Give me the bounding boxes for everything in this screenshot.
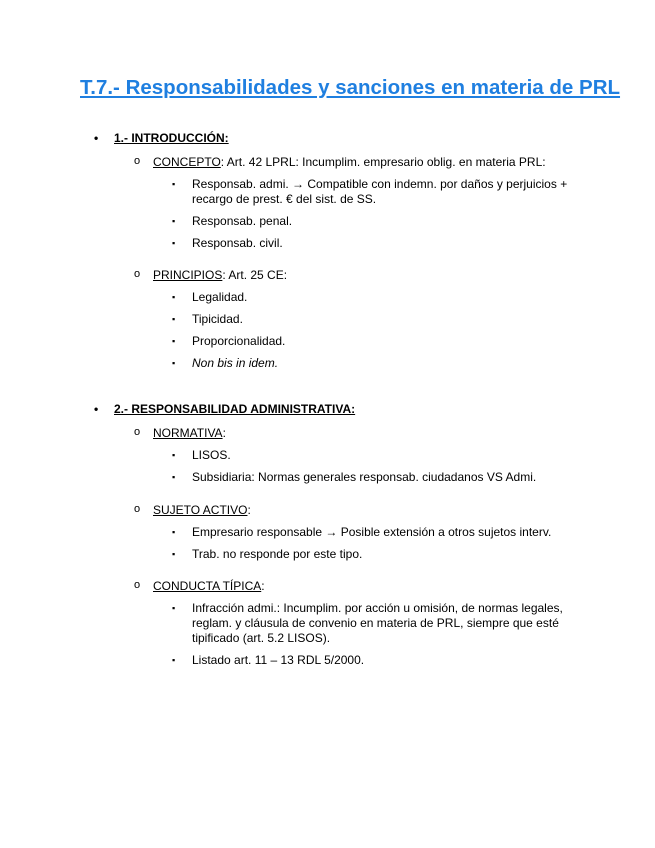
bullet-square-icon: ▪ <box>172 292 176 302</box>
document-title: T.7.- Responsabilidades y sanciones en materia de PRL <box>80 76 621 99</box>
bullet-square-icon: ▪ <box>172 179 176 189</box>
bullet-circle-icon: o <box>134 268 141 280</box>
bullet-square-icon: ▪ <box>172 450 176 460</box>
list-item-text: LISOS. <box>192 448 231 462</box>
bullet-square-icon: ▪ <box>172 549 176 559</box>
list-item-text: Non bis in idem. <box>192 356 279 370</box>
bullet-circle-icon: o <box>134 155 141 167</box>
bullet-square-icon: ▪ <box>172 472 176 482</box>
list-item-text: Infracción admi.: Incumplim. por acción u omisión, de normas legales, reglam. y cláusula de convenio en materia de PRL, siempre que esté tipificado (art. 5.2 LISOS). <box>192 601 563 645</box>
list-item-text: Responsab. admi. → Compatible con indemn. por daños y perjuicios + recargo de prest. € del sist. de SS. <box>192 177 568 206</box>
bullet-disc-icon: • <box>94 402 99 416</box>
list-item-text: Subsidiaria: Normas generales responsab. ciudadanos VS Admi. <box>192 470 537 484</box>
bullet-square-icon: ▪ <box>172 314 176 324</box>
bullet-square-icon: ▪ <box>172 527 176 537</box>
subsection-label: PRINCIPIOS <box>153 268 223 282</box>
subsection-label: CONDUCTA TÍPICA <box>153 579 262 593</box>
subsection-text: : Art. 25 CE: <box>222 268 288 282</box>
list-item-text: Trab. no responde por este tipo. <box>192 547 363 561</box>
bullet-circle-icon: o <box>134 426 141 438</box>
section-title: 1.- INTRODUCCIÓN: <box>114 131 229 145</box>
bullet-circle-icon: o <box>134 579 141 591</box>
section-title: 2.- RESPONSABILIDAD ADMINISTRATIVA: <box>114 402 356 416</box>
subsection-text: : <box>222 426 226 440</box>
subsection-label: CONCEPTO <box>153 155 221 169</box>
list-item-text: Listado art. 11 – 13 RDL 5/2000. <box>192 653 365 667</box>
subsection-text: : <box>261 579 265 593</box>
subsection-label: SUJETO ACTIVO <box>153 503 248 517</box>
bullet-square-icon: ▪ <box>172 655 176 665</box>
bullet-circle-icon: o <box>134 503 141 515</box>
list-item-text: Legalidad. <box>192 290 248 304</box>
list-item-text: Tipicidad. <box>192 312 243 326</box>
subsection-text: : Art. 42 LPRL: Incumplim. empresario oblig. en materia PRL: <box>220 155 546 169</box>
list-item-text: Empresario responsable → Posible extensión a otros sujetos interv. <box>192 525 552 539</box>
bullet-square-icon: ▪ <box>172 603 176 613</box>
bullet-square-icon: ▪ <box>172 336 176 346</box>
subsection-text: : <box>247 503 251 517</box>
list-item-text: Responsab. penal. <box>192 214 293 228</box>
list-item-text: Responsab. civil. <box>192 236 283 250</box>
bullet-square-icon: ▪ <box>172 238 176 248</box>
bullet-square-icon: ▪ <box>172 216 176 226</box>
bullet-disc-icon: • <box>94 131 99 145</box>
bullet-square-icon: ▪ <box>172 358 176 368</box>
list-item-text: Proporcionalidad. <box>192 334 286 348</box>
subsection-label: NORMATIVA <box>153 426 223 440</box>
